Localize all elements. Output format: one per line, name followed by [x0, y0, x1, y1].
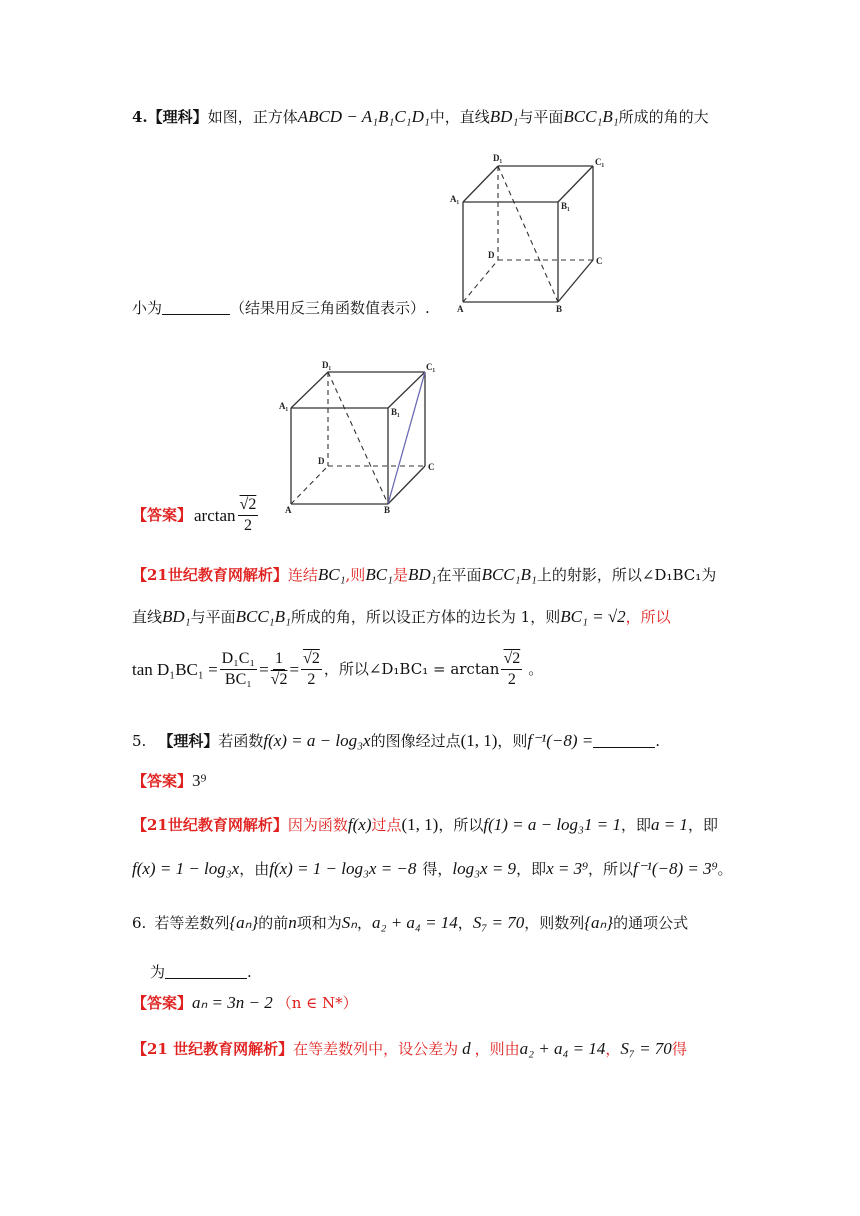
q6-text-c: 项和为 — [296, 914, 342, 932]
q5-text-b: 的图像经过点 — [370, 732, 461, 750]
q4-text-d: 所成的角的大 — [618, 108, 709, 126]
q4-analysis-line-3: tan D₁BC₁ = $\frac{\text{D₁C₁}}{\text{BC₁}}$ = $\frac{1}{√2}$ = $\frac{√2}{2}$ ，所以∠D₁BC₁ = arctan $\frac{√2}{2}$ 。 — [132, 650, 544, 688]
q4-analysis-1f: BD₁ — [407, 565, 437, 584]
q4-analysis-3e: ，所以∠D₁BC₁ = arctan — [323, 659, 500, 678]
q6-answer-blank — [165, 964, 247, 979]
q4-analysis-frac-2-den: √2 — [270, 670, 288, 688]
q5-text-a: 若函数 — [218, 732, 264, 750]
q4-answer-cube-label-c1: C₁ — [426, 362, 436, 372]
q4-analysis-2e: 所成的角，所以设正方体的边长为 1，则 — [290, 608, 561, 626]
q6-text-f: ，则数列 — [524, 914, 585, 932]
q4-answer-cube-label-b: B — [384, 505, 391, 515]
q6-sn: Sₙ — [341, 913, 358, 932]
q6-answer — [132, 994, 358, 1011]
q4-analysis-line-1 — [132, 566, 716, 583]
q5-inverse: f⁻¹(−8) = — [527, 731, 594, 750]
q5-analysis-2j: 。 — [717, 860, 733, 878]
q6-analysis-f: 得 — [671, 1040, 687, 1058]
q5-analysis-2a: f(x) = 1 − log₃x — [132, 859, 240, 878]
q4-cube-label-a: A — [457, 304, 464, 314]
q5-tag: 【理科】 — [158, 732, 219, 750]
q6-cond-1: a₂ + a₄ = 14 — [372, 913, 458, 932]
q6-analysis-c1: a₂ + a₄ = 14 — [519, 1039, 606, 1058]
q5-analysis-2f: ，即 — [516, 860, 547, 878]
q5-answer-blank — [593, 733, 655, 748]
q4-answer-den: 2 — [243, 516, 252, 534]
q5-analysis-2d: 得， — [422, 860, 453, 878]
q6-text-g: 的通项公式 — [613, 914, 689, 932]
q5-point: (1, 1) — [460, 731, 498, 750]
q4-analysis-1a: 连结 — [287, 566, 318, 584]
q4-cube-label-b: B — [556, 304, 563, 314]
q4-text-e: 小为 — [132, 299, 163, 317]
q5-analysis-1f: f(1) = a − log₃1 = 1 — [483, 815, 621, 834]
q5-analysis-2g: x = 3⁹ — [546, 859, 589, 878]
q6-analysis-b: ，则由 — [474, 1040, 520, 1058]
q5-analysis-2h: ，所以 — [588, 860, 634, 878]
q6-analysis-e: ， — [605, 1040, 621, 1058]
q4-tag: 【理科】 — [147, 108, 208, 126]
q4-analysis-frac-4-num: √2 — [501, 650, 522, 670]
q5-analysis-1e: ，所以 — [438, 816, 484, 834]
q5-text-c: ，则 — [497, 732, 528, 750]
q5-analysis-2e: log₃x = 9 — [452, 859, 517, 878]
q4-answer-fn: arctan — [194, 505, 236, 525]
q4-answer-tag: 【答案】 — [132, 505, 193, 524]
q4-cube-label-c: C — [596, 256, 603, 266]
q4-cube-label-c1: C₁ — [595, 157, 605, 167]
q5-analysis-tag: 【21世纪教育网解析】 — [132, 816, 288, 834]
q4-analysis-frac-2-num: 1 — [273, 650, 285, 670]
q5-stem — [132, 732, 660, 749]
q6-analysis — [132, 1040, 687, 1057]
q6-analysis-a: 在等差数列中，设公差为 — [293, 1040, 459, 1058]
q4-analysis-1i: 上的射影，所以∠D₁BC₁为 — [536, 566, 717, 584]
q6-text-h: 为 — [150, 963, 166, 981]
q6-answer-value: aₙ = 3n − 2 — [192, 993, 273, 1012]
q5-end: . — [655, 732, 661, 750]
q4-analysis-2d: BCC₁B₁ — [235, 607, 291, 626]
q6-text-d: ， — [357, 914, 373, 932]
q4-number: 4. — [132, 108, 148, 126]
q5-analysis-line-1 — [132, 816, 718, 833]
q4-analysis-1h: BCC₁B₁ — [481, 565, 537, 584]
q4-analysis-3g: 。 — [528, 659, 544, 678]
q4-line: BD₁ — [489, 107, 519, 126]
q5-analysis-1d: (1, 1) — [401, 815, 439, 834]
q6-answer-cond: （n ∈ N*） — [276, 994, 358, 1012]
q6-cond-2: S₇ = 70 — [472, 913, 525, 932]
q4-answer-cube-label-b1: B₁ — [391, 407, 400, 417]
q4-text-f: （结果用反三角函数值表示）. — [230, 299, 430, 317]
q6-analysis-d: d — [462, 1039, 471, 1058]
q6-text-b: 的前 — [258, 914, 289, 932]
q4-solid: ABCD − A₁B₁C₁D₁ — [297, 107, 430, 126]
q4-analysis-frac-4 — [501, 650, 522, 688]
q4-answer-cube-figure — [278, 360, 440, 518]
q4-cube-label-d1: D₁ — [493, 153, 503, 163]
q5-analysis-1a: 因为函数 — [287, 816, 348, 834]
q4-analysis-2c: 与平面 — [190, 608, 236, 626]
q4-answer-num: √2 — [238, 496, 259, 516]
q6-n: n — [288, 913, 297, 932]
q4-cube-figure — [448, 152, 608, 316]
q5-answer — [132, 772, 206, 789]
q4-stem-line-1 — [132, 108, 709, 125]
q4-analysis-3a: tan D₁BC₁ = — [132, 659, 218, 679]
q5-analysis-line-2 — [132, 860, 733, 877]
q5-answer-value: 3⁹ — [192, 771, 207, 790]
q4-analysis-frac-2 — [271, 650, 288, 688]
q4-analysis-1c: ,则 — [345, 566, 366, 584]
q4-text-c: 与平面 — [518, 108, 564, 126]
q4-answer-cube-label-d1: D₁ — [322, 360, 332, 370]
q4-analysis-frac-4-den: 2 — [507, 670, 516, 688]
q5-analysis-2c: f(x) = 1 − log₃x = −8 — [269, 859, 417, 878]
q4-analysis-frac-1-num: D₁C₁ — [220, 650, 257, 670]
q4-analysis-frac-1 — [220, 650, 257, 688]
q4-cube-label-b1: B₁ — [561, 201, 570, 211]
q4-text-b: 中，直线 — [429, 108, 490, 126]
q4-answer-cube-label-a: A — [285, 505, 292, 515]
q4-analysis-2g: ，所以 — [625, 608, 671, 626]
q4-analysis-1e: 是 — [392, 566, 408, 584]
q5-analysis-1i: ，即 — [687, 816, 718, 834]
q6-stem-line-1 — [132, 914, 688, 931]
q4-cube-label-d: D — [488, 250, 495, 260]
q4-analysis-frac-3-num: √2 — [301, 650, 322, 670]
q4-answer-cube-label-c: C — [428, 462, 435, 472]
q4-plane: BCC₁B₁ — [563, 107, 619, 126]
q5-analysis-1h: a = 1 — [650, 815, 688, 834]
q6-stem-line-2 — [150, 964, 252, 980]
q6-analysis-tag: 【21 世纪教育网解析】 — [132, 1040, 294, 1058]
q4-analysis-line-2 — [132, 608, 671, 625]
q4-stem-line-2 — [132, 300, 430, 316]
q5-analysis-1c: 过点 — [371, 816, 402, 834]
q6-seq: {aₙ} — [229, 913, 259, 932]
q4-cube-label-a1: A₁ — [450, 194, 460, 204]
q4-analysis-1g: 在平面 — [436, 566, 482, 584]
q4-analysis-2a: 直线 — [132, 608, 163, 626]
q4-analysis-frac-1-den: BC₁ — [224, 670, 252, 688]
q4-analysis-1d: BC₁ — [365, 565, 393, 584]
q4-analysis-tag: 【21世纪教育网解析】 — [132, 566, 288, 584]
q6-analysis-c2: S₇ = 70 — [620, 1039, 672, 1058]
q5-analysis-1b: f(x) — [347, 815, 372, 834]
q4-text-a: 如图，正方体 — [207, 108, 298, 126]
q5-analysis-2b: ，由 — [239, 860, 270, 878]
q6-seq-2: {aₙ} — [584, 913, 614, 932]
q6-text-e: ， — [457, 914, 473, 932]
q4-answer-cube-label-a1: A₁ — [279, 401, 289, 411]
q5-answer-tag: 【答案】 — [132, 772, 193, 790]
q4-answer — [132, 496, 260, 534]
q4-answer-fraction — [238, 496, 259, 534]
q6-answer-tag: 【答案】 — [132, 994, 193, 1012]
q5-analysis-1g: ，即 — [620, 816, 651, 834]
q4-answer-blank — [162, 300, 230, 315]
q6-end: . — [247, 963, 252, 981]
q5-func: f(x) = a − log₃x — [263, 731, 371, 750]
q4-analysis-frac-3 — [301, 650, 322, 688]
q4-answer-cube-label-d: D — [318, 456, 325, 466]
q5-number: 5. — [132, 732, 147, 750]
q4-analysis-1b: BC₁ — [317, 565, 346, 584]
q5-analysis-2i: f⁻¹(−8) = 3⁹ — [633, 859, 718, 878]
q6-text-a: 若等差数列 — [154, 914, 230, 932]
q4-analysis-frac-3-den: 2 — [307, 670, 316, 688]
q6-number: 6. — [132, 914, 147, 932]
q4-analysis-2f: BC₁ = √2 — [560, 607, 626, 626]
q4-analysis-2b: BD₁ — [162, 607, 191, 626]
